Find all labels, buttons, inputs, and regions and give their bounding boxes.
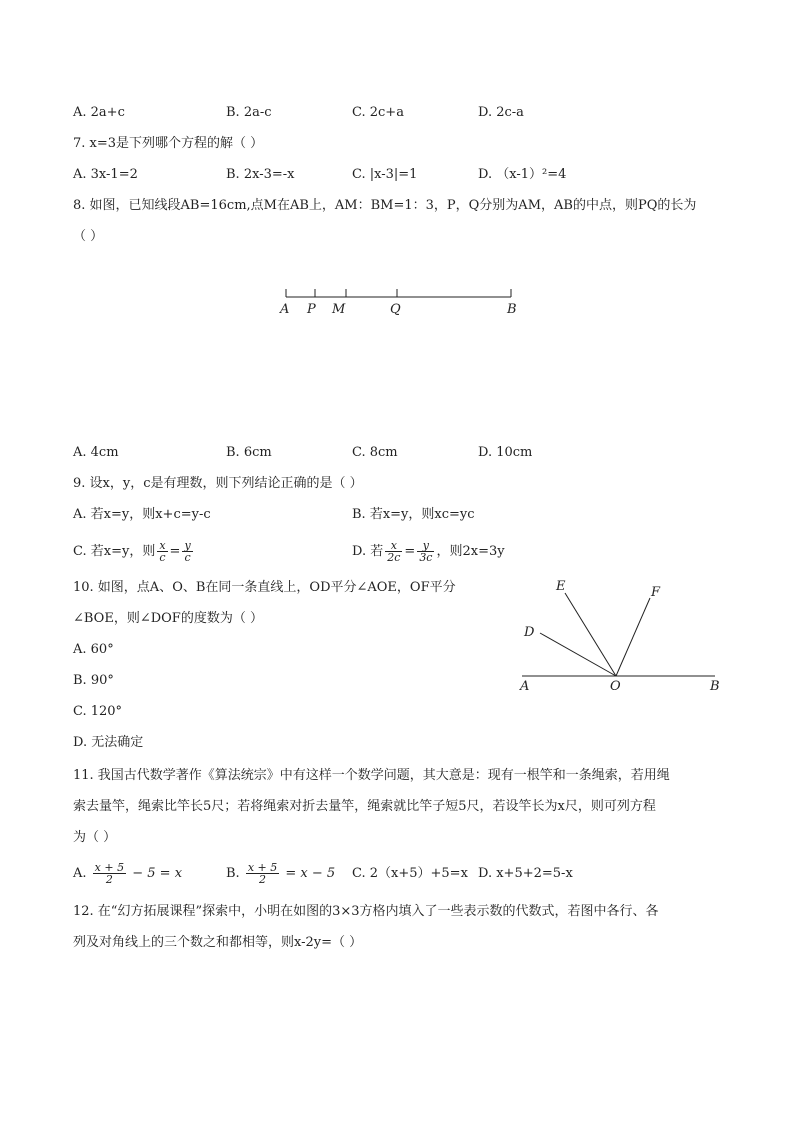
label-o: O <box>610 679 621 694</box>
label-b: B <box>710 679 720 694</box>
q11-option-b-label: B. <box>226 866 240 881</box>
q11-option-a-label: A. <box>73 866 87 881</box>
q9-d-fraction-2: $\frac{y}{3c}$ <box>419 539 433 564</box>
q11-option-c: C. 2（x+5）+5=x <box>352 866 468 881</box>
label-m: M <box>332 302 346 317</box>
q6-option-c: C. 2c+a <box>352 105 404 120</box>
ray-od <box>540 633 616 676</box>
q10-option-a: A. 60° <box>73 642 114 657</box>
label-e: E <box>556 579 566 594</box>
q7-option-d: D. （x-1）²=4 <box>478 167 567 182</box>
q7-option-c: C. |x-3|=1 <box>352 167 418 182</box>
q11-option-a-rest: − 5 = x <box>132 866 183 881</box>
q9-option-d-prefix: D. 若 <box>352 544 384 559</box>
q10-option-b: B. 90° <box>73 673 114 688</box>
q9-option-a: A. 若x=y，则x+c=y-c <box>73 507 211 522</box>
q11-option-b-rest: = x − 5 <box>285 866 336 881</box>
q11-stem-line2: 索去量竿，绳索比竿长5尺；若将绳索对折去量竿，绳索就比竿子短5尺，若设竿长为x尺，则可列方程 <box>73 799 656 814</box>
q10-stem-line1: 10. 如图，点A、O、B在同一条直线上，OD平分∠AOE，OF平分 <box>73 580 456 595</box>
q7-option-b: B. 2x-3=-x <box>226 167 295 182</box>
q11-option-a <box>73 862 182 885</box>
q9-option-d-suffix: ，则2x=3y <box>436 544 505 559</box>
label-d: D <box>524 625 535 640</box>
q8-option-b: B. 6cm <box>226 445 272 460</box>
label-a: A <box>520 679 530 694</box>
ray-of <box>616 598 650 676</box>
q6-option-d: D. 2c-a <box>478 105 524 120</box>
q12-stem-line2: 列及对角线上的三个数之和都相等，则x-2y=（ ） <box>73 935 363 950</box>
label-f: F <box>651 585 661 600</box>
ray-oe <box>565 593 616 676</box>
q10-option-d: D. 无法确定 <box>73 735 144 750</box>
q6-option-b: B. 2a-c <box>226 105 272 120</box>
label-p: P <box>307 302 316 317</box>
q10-option-c: C. 120° <box>73 704 123 719</box>
q8-option-c: C. 8cm <box>352 445 398 460</box>
label-b: B <box>507 302 517 317</box>
q7-stem: 7. x=3是下列哪个方程的解（ ） <box>73 136 264 151</box>
q8-stem-line1: 8. 如图，已知线段AB=16cm,点M在AB上，AM：BM=1：3，P，Q分别为AM，AB的中点，则PQ的长为 <box>73 198 697 213</box>
q8-option-d: D. 10cm <box>478 445 533 460</box>
q9-option-c: C. 若x=y，则 $\frac{x}{c}$ = $\frac{y}{c}$ <box>73 539 191 564</box>
label-a: A <box>280 302 290 317</box>
q6-option-a: A. 2a+c <box>73 105 125 120</box>
q12-stem-line1: 12. 在“幻方拓展课程”探索中，小明在如图的3×3方格内填入了一些表示数的代数式，若图中各行、各 <box>73 904 659 919</box>
q8-stem-line2: （ ） <box>73 229 104 244</box>
q10-stem-line2: ∠BOE，则∠DOF的度数为（ ） <box>73 611 263 626</box>
q11-option-b <box>226 862 335 885</box>
q9-option-d: D. 若 $\frac{x}{2c}$ = $\frac{y}{3c}$ ，则2x=3y <box>352 539 505 564</box>
q11-b-fraction: $\frac{x + 5}{2}$ <box>247 861 278 886</box>
q11-a-fraction: $\frac{x + 5}{2}$ <box>94 861 125 886</box>
q9-c-fraction-1: $\frac{x}{c}$ <box>159 539 166 564</box>
q9-option-c-prefix: C. 若x=y，则 <box>73 544 156 559</box>
q10-angle-figure <box>510 570 740 700</box>
q9-option-b: B. 若x=y，则xc=yc <box>352 507 475 522</box>
q9-stem: 9. 设x，y，c是有理数，则下列结论正确的是（ ） <box>73 476 363 491</box>
q7-option-a: A. 3x-1=2 <box>73 167 138 182</box>
q11-stem-line1: 11. 我国古代数学著作《算法统宗》中有这样一个数学问题，其大意是：现有一根竿和一条绳索，若用绳 <box>73 768 670 783</box>
label-q: Q <box>390 302 401 317</box>
q11-stem-line3: 为（ ） <box>73 830 117 845</box>
q8-option-a: A. 4cm <box>73 445 119 460</box>
q8-segment-figure <box>270 280 530 320</box>
q9-d-fraction-1: $\frac{x}{2c}$ <box>387 539 401 564</box>
q11-option-d: D. x+5+2=5-x <box>478 866 573 881</box>
q9-c-fraction-2: $\frac{y}{c}$ <box>184 539 191 564</box>
